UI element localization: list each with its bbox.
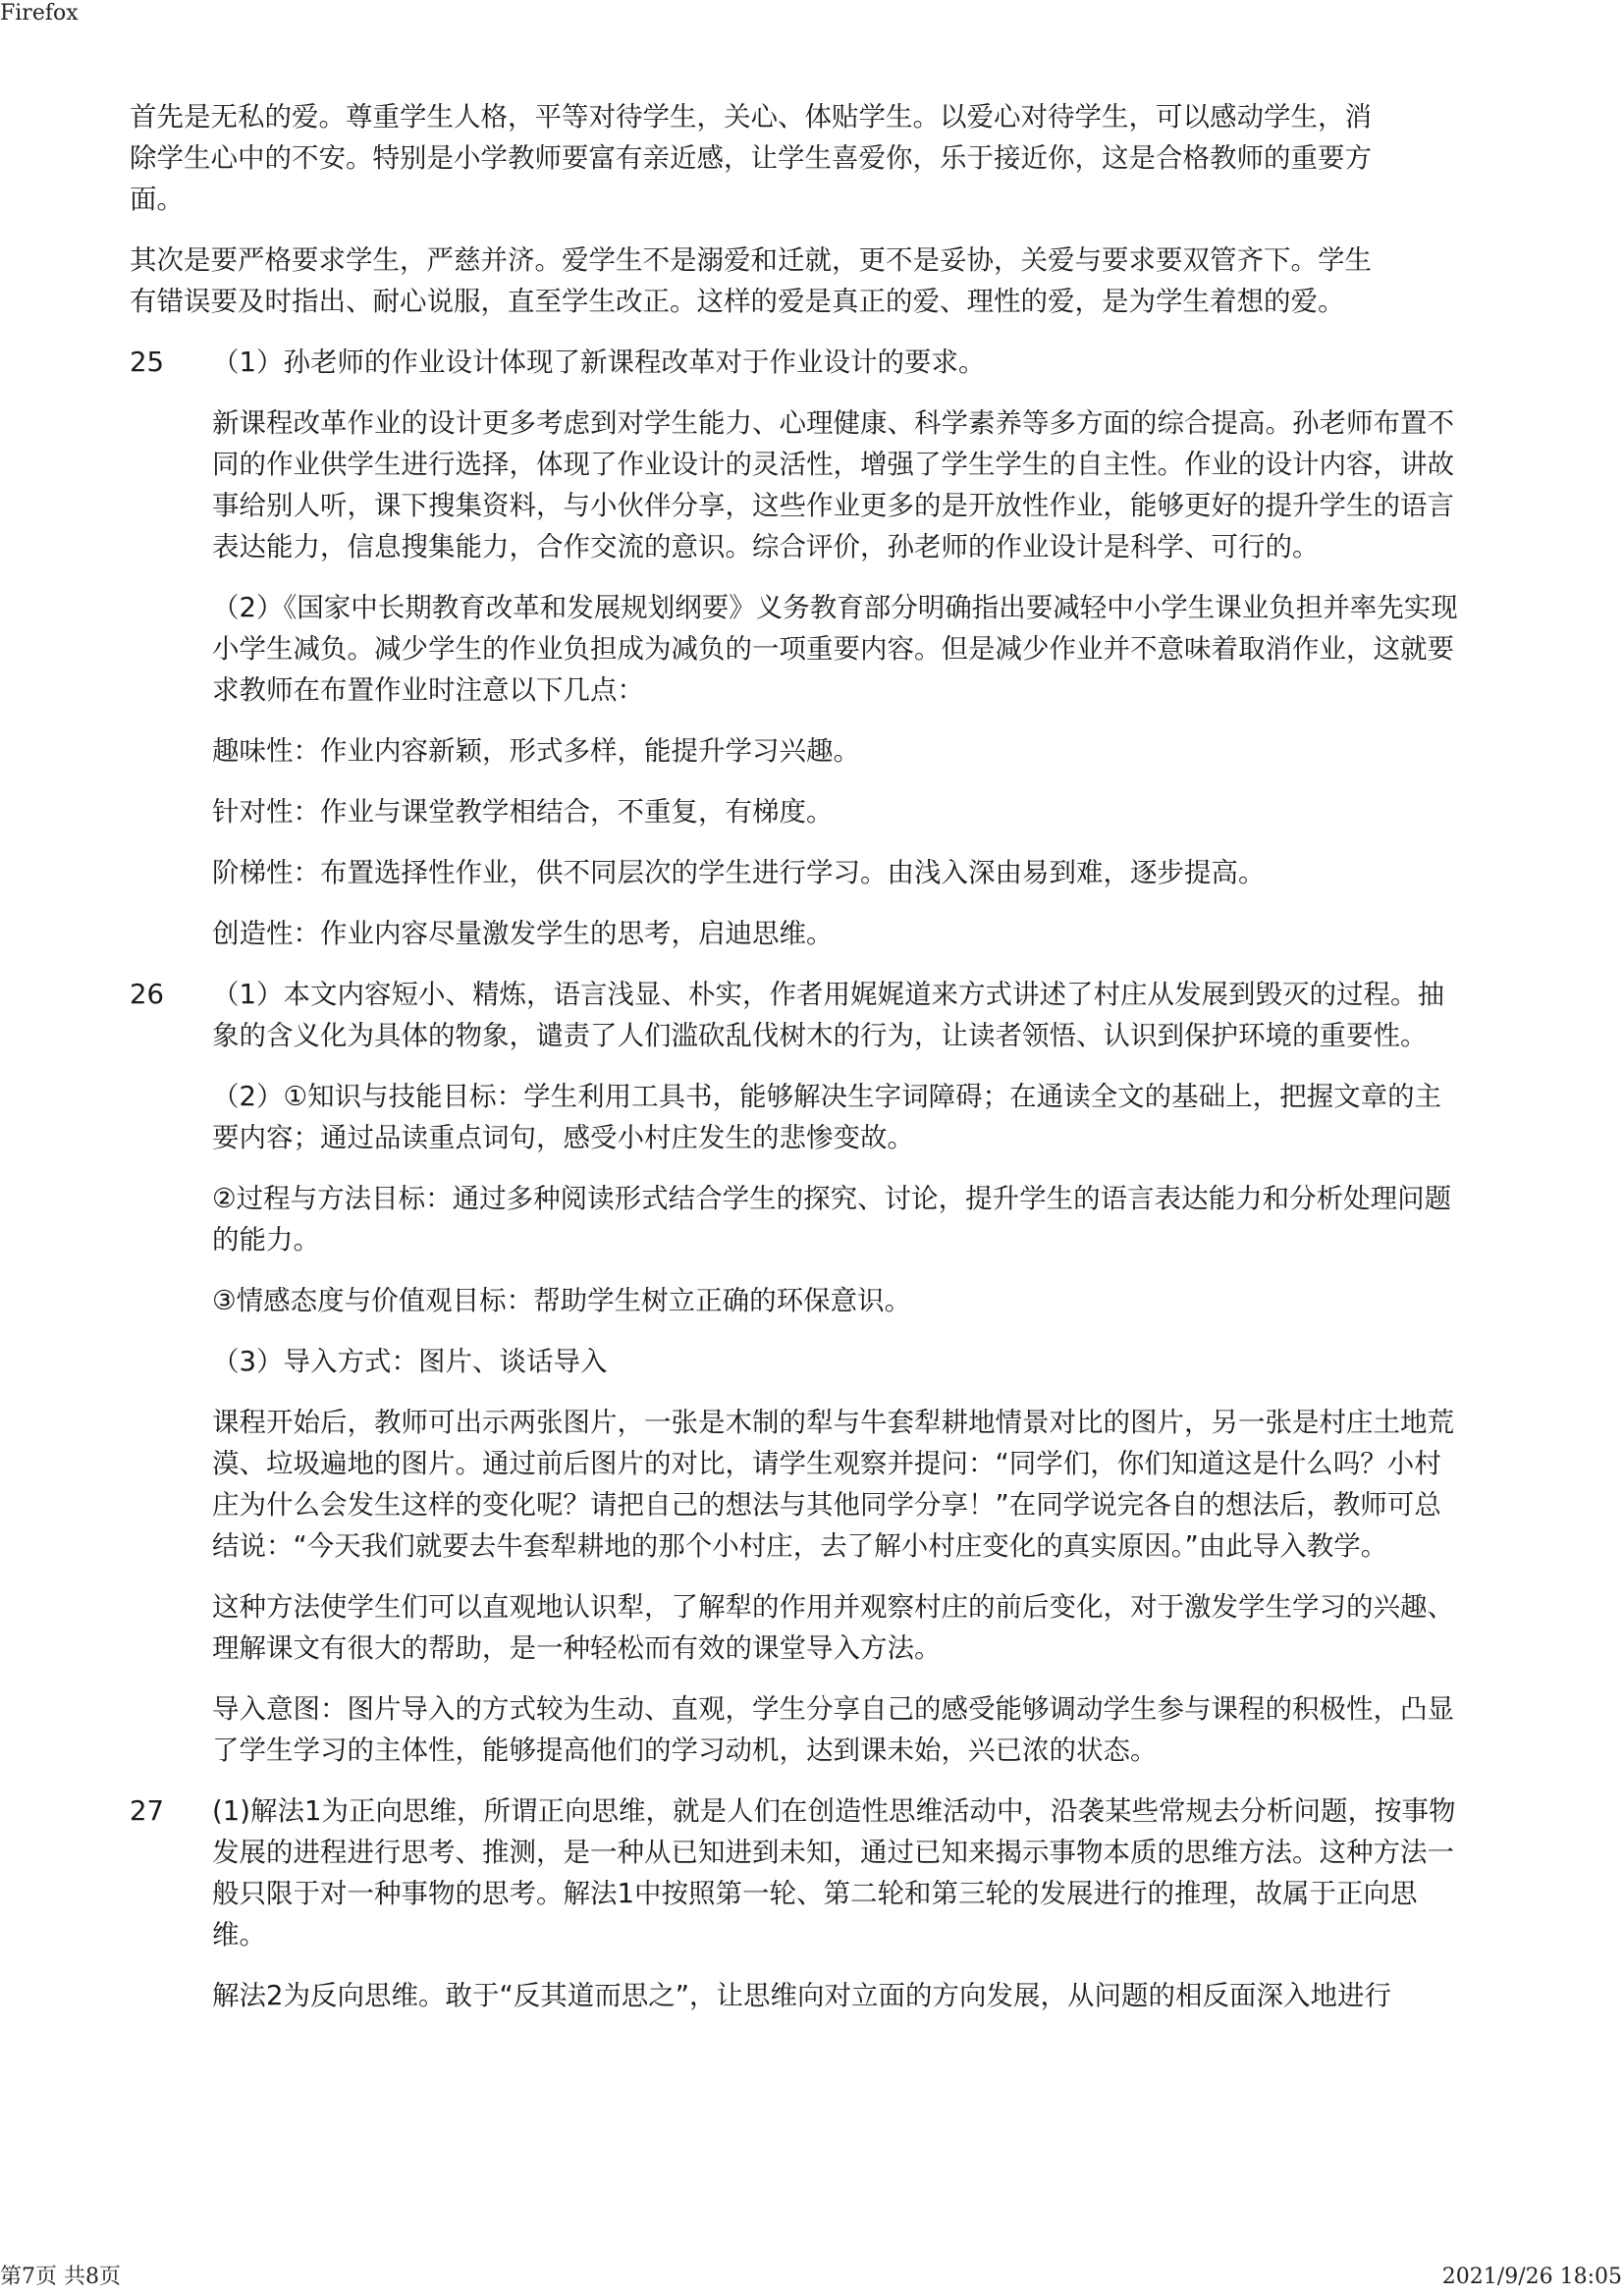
item-paragraph: ②过程与方法目标：通过多种阅读形式结合学生的探究、讨论，提升学生的语言表达能力和分析处理问题的能力。 <box>212 1183 1452 1255</box>
item-paragraph: 创造性：作业内容尽量激发学生的思考，启迪思维。 <box>212 918 834 949</box>
item-paragraph: 针对性：作业与课堂教学相结合，不重复，有梯度。 <box>212 796 834 828</box>
footer-datetime: 2021/9/26 18:05 <box>1441 2265 1622 2289</box>
answer-item-25 <box>130 342 1465 954</box>
footer-page-number: 第7页 共8页 <box>0 2265 121 2289</box>
item-paragraph: ③情感态度与价值观目标：帮助学生树立正确的环保意识。 <box>212 1285 912 1316</box>
item-paragraph: （1）孙老师的作业设计体现了新课程改革对于作业设计的要求。 <box>212 347 986 378</box>
item-paragraph: 趣味性：作业内容新颖，形式多样，能提升学习兴趣。 <box>212 735 860 767</box>
item-paragraph: （2）①知识与技能目标：学生利用工具书，能够解决生字词障碍；在通读全文的基础上，把握文章的主要内容；通过品读重点词句，感受小村庄发生的悲惨变故。 <box>212 1081 1442 1153</box>
item-number: 27 <box>130 1795 164 1827</box>
answer-item-27 <box>130 1790 1465 2016</box>
window-title: Firefox <box>0 1 79 26</box>
item-paragraph: 阶梯性：布置选择性作业，供不同层次的学生进行学习。由浅入深由易到难，逐步提高。 <box>212 857 1266 888</box>
document-body <box>130 96 1465 2036</box>
item-paragraph: （3）导入方式：图片、谈话导入 <box>212 1346 608 1377</box>
item-paragraph: （1）本文内容短小、精炼，语言浅显、朴实，作者用娓娓道来方式讲述了村庄从发展到毁灭的过程。抽象的含义化为具体的物象，谴责了人们滥砍乱伐树木的行为，让读者领悟、认识到保护环境的重要性。 <box>212 979 1444 1051</box>
item-paragraph: 课程开始后，教师可出示两张图片，一张是木制的犁与牛套犁耕地情景对比的图片，另一张是村庄土地荒漠、垃圾遍地的图片。通过前后图片的对比，请学生观察并提问：“同学们，你们知道这是什么吗？小村庄为什么会发生这样的变化呢？请把自己的想法与其他同学分享！”在同学说完各自的想法后，教师可总结说：“今天我们就要去牛套犁耕地的那个小村庄，去了解小村庄变化的真实原因。”由此导入教学。 <box>212 1407 1454 1562</box>
item-paragraph: 新课程改革作业的设计更多考虑到对学生能力、心理健康、科学素养等多方面的综合提高。孙老师布置不同的作业供学生进行选择，体现了作业设计的灵活性，增强了学生学生的自主性。作业的设计内容，讲故事给别人听，课下搜集资料，与小伙伴分享，这些作业更多的是开放性作业，能够更好的提升学生的语言表达能力，信息搜集能力，合作交流的意识。综合评价，孙老师的作业设计是科学、可行的。 <box>212 407 1454 562</box>
item-paragraph: 导入意图：图片导入的方式较为生动、直观，学生分享自己的感受能够调动学生参与课程的积极性，凸显了学生学习的主体性，能够提高他们的学习动机，达到课未始，兴已浓的状态。 <box>212 1693 1454 1766</box>
item-number: 26 <box>130 979 164 1010</box>
answer-item-26 <box>130 974 1465 1771</box>
intro-paragraph-2: 其次是要严格要求学生，严慈并济。爱学生不是溺爱和迁就，更不是妥协，关爱与要求要双管齐下。学生有错误要及时指出、耐心说服，直至学生改正。这样的爱是真正的爱、理性的爱，是为学生着想的爱。 <box>130 244 1372 317</box>
intro-paragraph-1: 首先是无私的爱。尊重学生人格，平等对待学生，关心、体贴学生。以爱心对待学生，可以感动学生，消除学生心中的不安。特别是小学教师要富有亲近感，让学生喜爱你，乐于接近你，这是合格教师的重要方面。 <box>130 101 1372 215</box>
item-paragraph: 这种方法使学生们可以直观地认识犁，了解犁的作用并观察村庄的前后变化，对于激发学生学习的兴趣、理解课文有很大的帮助，是一种轻松而有效的课堂导入方法。 <box>212 1591 1454 1664</box>
item-number: 25 <box>130 347 164 378</box>
item-paragraph: （2）《国家中长期教育改革和发展规划纲要》义务教育部分明确指出要减轻中小学生课业负担并率先实现小学生减负。减少学生的作业负担成为减负的一项重要内容。但是减少作业并不意味着取消作业，这就要求教师在布置作业时注意以下几点： <box>212 592 1458 706</box>
item-body <box>212 1790 1465 2016</box>
item-paragraph: (1)解法1为正向思维，所谓正向思维，就是人们在创造性思维活动中，沿袭某些常规去分析问题，按事物发展的进程进行思考、推测，是一种从已知进到未知，通过已知来揭示事物本质的思维方法。这种方法一般只限于对一种事物的思考。解法1中按照第一轮、第二轮和第三轮的发展进行的推理，故属于正向思维。 <box>212 1795 1456 1950</box>
item-paragraph: 解法2为反向思维。敢于“反其道而思之”，让思维向对立面的方向发展，从问题的相反面深入地进行 <box>212 1980 1391 2011</box>
item-body <box>212 342 1465 954</box>
item-body <box>212 974 1465 1771</box>
